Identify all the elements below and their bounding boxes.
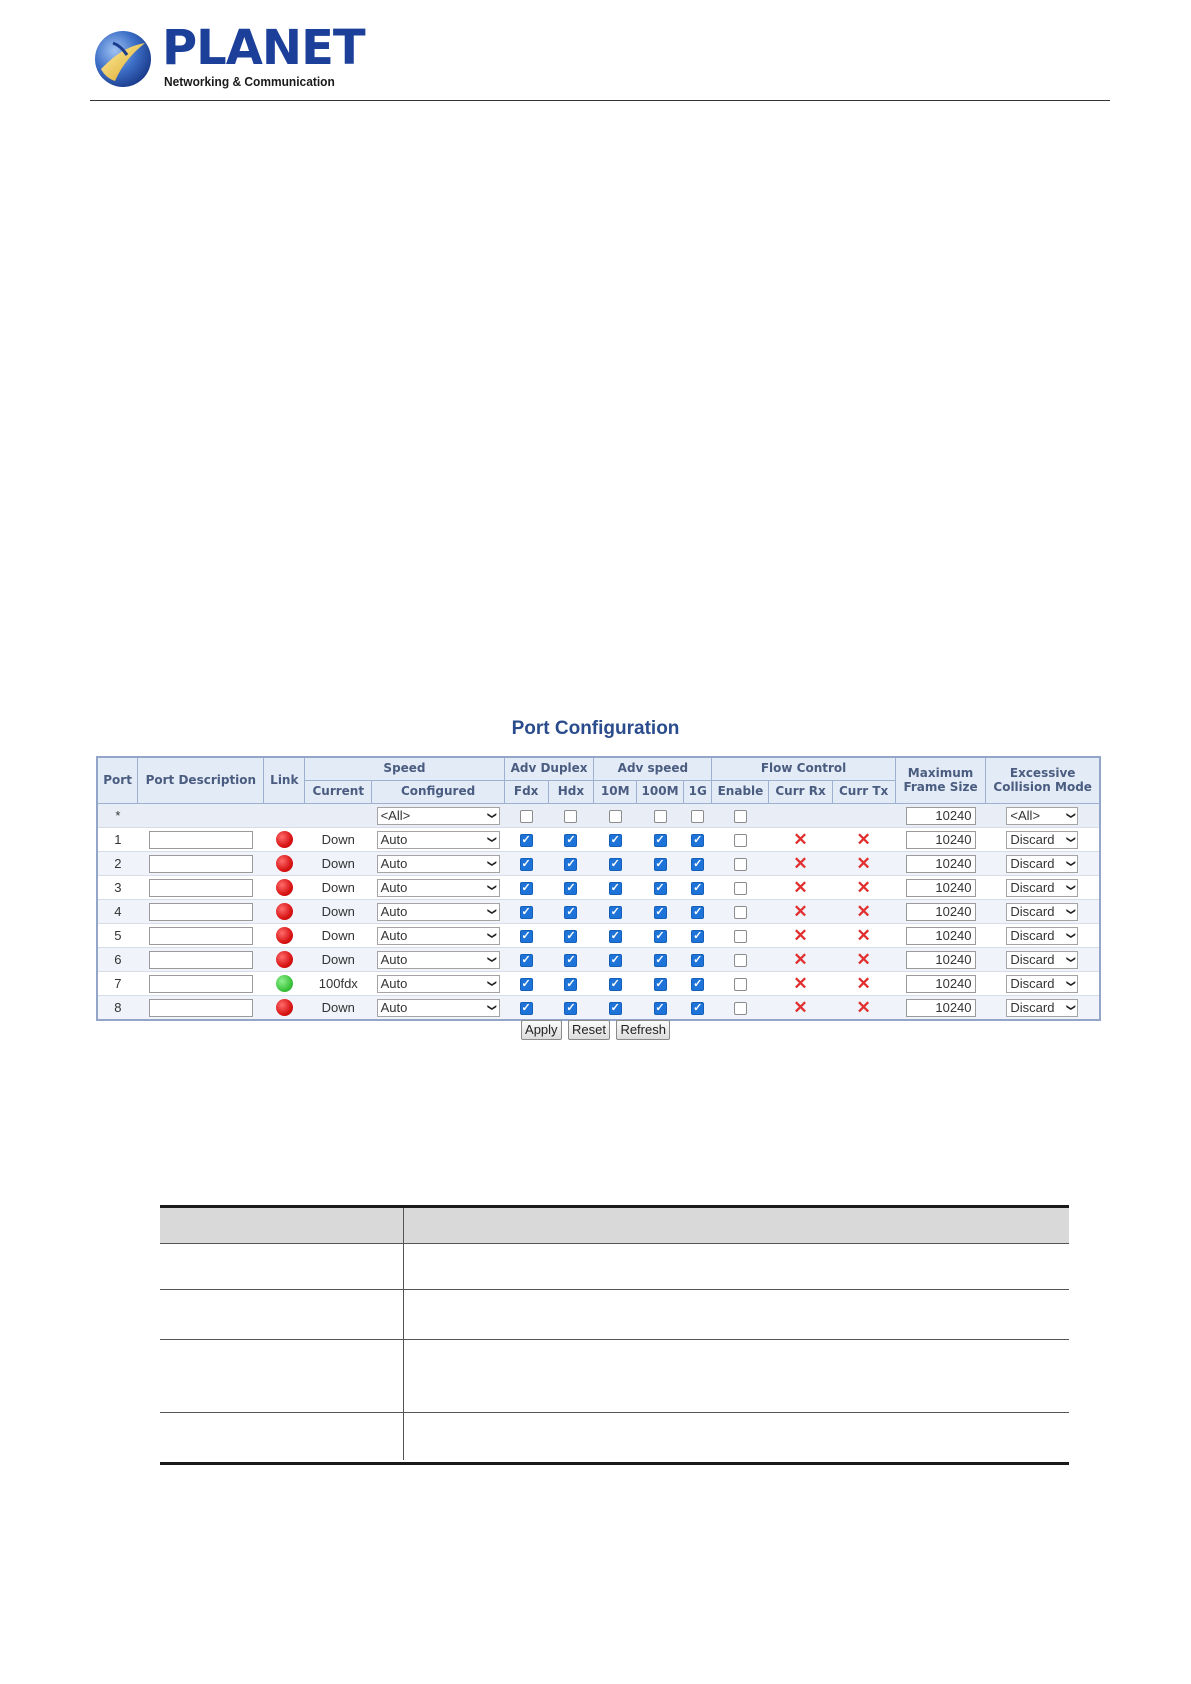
red-led-icon — [276, 831, 293, 848]
fc-enable-checkbox[interactable] — [734, 834, 747, 847]
hdx-checkbox[interactable]: ✓ — [566, 954, 576, 967]
10m-checkbox[interactable]: ✓ — [610, 1002, 620, 1015]
1g-checkbox[interactable]: ✓ — [693, 906, 703, 919]
chevron-down-icon: ❯ — [1066, 883, 1077, 892]
speed-select[interactable] — [377, 927, 500, 945]
100m-checkbox[interactable]: ✓ — [655, 954, 665, 967]
port-cell: 3 — [97, 876, 138, 900]
chevron-down-icon: ❯ — [1066, 811, 1077, 820]
1g-checkbox[interactable]: ✓ — [693, 834, 703, 847]
col-speed-current: Current — [305, 781, 372, 804]
chevron-down-icon: ❯ — [1066, 859, 1077, 868]
hdx-checkbox[interactable]: ✓ — [566, 978, 576, 991]
port-description-input[interactable] — [149, 831, 253, 849]
page-title: Port Configuration — [511, 718, 680, 739]
description-table — [160, 1205, 1069, 1465]
collision-select[interactable] — [1006, 879, 1078, 897]
speed-current-cell: Down — [305, 924, 372, 948]
col-speed-configured: Configured — [372, 781, 504, 804]
speed-select-value: Auto — [380, 832, 408, 847]
collision-select-value: <All> — [1010, 808, 1041, 823]
port-cell: * — [97, 804, 138, 828]
table-header-row — [160, 1208, 1069, 1244]
speed-select-all[interactable] — [377, 807, 500, 825]
port-description-input[interactable] — [149, 951, 253, 969]
col-speed: Speed — [305, 757, 505, 781]
table-bottom-rule — [160, 1462, 1069, 1465]
10m-checkbox[interactable]: ✓ — [610, 834, 620, 847]
speed-select-value: Auto — [380, 856, 408, 871]
fdx-checkbox[interactable]: ✓ — [521, 1002, 531, 1015]
chevron-down-icon: ❯ — [487, 907, 498, 916]
speed-select-value: Auto — [380, 1000, 408, 1015]
chevron-down-icon: ❯ — [1066, 1003, 1077, 1012]
port-cell: 1 — [97, 828, 138, 852]
100m-checkbox[interactable]: ✓ — [655, 1002, 665, 1015]
collision-select-value: Discard — [1010, 1000, 1055, 1015]
1g-checkbox[interactable]: ✓ — [693, 858, 703, 871]
red-x-icon: ✕ — [856, 854, 871, 873]
collision-select-all[interactable] — [1006, 807, 1078, 825]
fc-enable-checkbox[interactable] — [734, 906, 747, 919]
speed-select[interactable] — [377, 951, 500, 969]
port-description-input[interactable] — [149, 855, 253, 873]
hdx-checkbox-all[interactable] — [564, 810, 577, 823]
red-x-icon: ✕ — [856, 830, 871, 849]
apply-button[interactable]: Apply — [521, 1020, 562, 1040]
port-description-input[interactable] — [149, 999, 253, 1017]
col-fc-enable: Enable — [712, 781, 769, 804]
table-row — [97, 876, 1100, 900]
10m-checkbox-all[interactable] — [609, 810, 622, 823]
speed-select-value: Auto — [380, 904, 408, 919]
red-led-icon — [276, 903, 293, 920]
col-collision-line2: Collision Mode — [993, 779, 1092, 794]
table-row — [97, 924, 1100, 948]
col-10m: 10M — [594, 781, 637, 804]
10m-checkbox[interactable]: ✓ — [610, 858, 620, 871]
max-frame-input[interactable]: 10240 — [906, 951, 976, 969]
col-max-frame-line2: Frame Size — [903, 779, 978, 794]
col-1g: 1G — [683, 781, 712, 804]
10m-checkbox[interactable]: ✓ — [610, 882, 620, 895]
100m-checkbox[interactable]: ✓ — [655, 906, 665, 919]
speed-current-cell: Down — [305, 948, 372, 972]
red-led-icon — [276, 879, 293, 896]
1g-checkbox[interactable]: ✓ — [693, 954, 703, 967]
hdx-checkbox[interactable]: ✓ — [566, 834, 576, 847]
red-x-icon: ✕ — [856, 878, 871, 897]
table-row — [160, 1413, 1069, 1460]
speed-select[interactable] — [377, 975, 500, 993]
chevron-down-icon: ❯ — [1066, 979, 1077, 988]
chevron-down-icon: ❯ — [487, 835, 498, 844]
max-frame-input[interactable]: 10240 — [906, 879, 976, 897]
table-row — [97, 828, 1100, 852]
col-port-description: Port Description — [138, 757, 264, 804]
col-link: Link — [264, 757, 305, 804]
col-adv-duplex: Adv Duplex — [504, 757, 594, 781]
port-cell: 2 — [97, 852, 138, 876]
fdx-checkbox[interactable]: ✓ — [521, 930, 531, 943]
fdx-checkbox[interactable]: ✓ — [521, 834, 531, 847]
brand-logo-text: PLANET — [162, 20, 365, 76]
max-frame-input[interactable]: 10240 — [906, 831, 976, 849]
planet-globe-icon — [93, 29, 153, 89]
table-row — [160, 1340, 1069, 1413]
fdx-checkbox[interactable]: ✓ — [521, 954, 531, 967]
collision-select[interactable] — [1006, 975, 1078, 993]
port-description-input[interactable] — [149, 903, 253, 921]
red-led-icon — [276, 927, 293, 944]
red-x-icon: ✕ — [856, 974, 871, 993]
collision-select[interactable] — [1006, 927, 1078, 945]
col-max-frame-line1: Maximum — [907, 765, 974, 780]
speed-select-value: <All> — [380, 808, 411, 823]
speed-current-cell: Down — [305, 900, 372, 924]
col-collision-mode — [986, 757, 1100, 804]
fc-enable-checkbox[interactable] — [734, 978, 747, 991]
col-hdx: Hdx — [548, 781, 594, 804]
table-row — [97, 996, 1100, 1021]
chevron-down-icon: ❯ — [487, 883, 498, 892]
fdx-checkbox[interactable]: ✓ — [521, 882, 531, 895]
100m-checkbox-all[interactable] — [654, 810, 667, 823]
green-led-icon — [276, 975, 293, 992]
red-x-icon: ✕ — [793, 854, 808, 873]
red-led-icon — [276, 951, 293, 968]
table-row — [97, 972, 1100, 996]
speed-select[interactable] — [377, 855, 500, 873]
red-x-icon: ✕ — [856, 950, 871, 969]
col-curr-rx: Curr Rx — [769, 781, 832, 804]
hdx-checkbox[interactable]: ✓ — [566, 930, 576, 943]
collision-select-value: Discard — [1010, 856, 1055, 871]
red-x-icon: ✕ — [856, 998, 871, 1017]
red-x-icon: ✕ — [793, 830, 808, 849]
collision-select-value: Discard — [1010, 880, 1055, 895]
max-frame-input[interactable]: 10240 — [906, 903, 976, 921]
col-flow-control: Flow Control — [712, 757, 895, 781]
port-rows — [97, 828, 1100, 1021]
fc-enable-checkbox[interactable] — [734, 1002, 747, 1015]
col-100m: 100M — [637, 781, 684, 804]
table-row-all — [97, 804, 1100, 828]
100m-checkbox[interactable]: ✓ — [655, 834, 665, 847]
100m-checkbox[interactable]: ✓ — [655, 978, 665, 991]
chevron-down-icon: ❯ — [1066, 931, 1077, 940]
chevron-down-icon: ❯ — [487, 955, 498, 964]
fdx-checkbox-all[interactable] — [520, 810, 533, 823]
port-config-panel — [96, 756, 1101, 1021]
100m-checkbox[interactable]: ✓ — [655, 930, 665, 943]
port-config-table — [96, 756, 1101, 1021]
red-x-icon: ✕ — [793, 998, 808, 1017]
speed-current-cell: Down — [305, 852, 372, 876]
red-x-icon: ✕ — [856, 926, 871, 945]
refresh-button[interactable]: Refresh — [616, 1020, 670, 1040]
max-frame-input[interactable]: 10240 — [906, 855, 976, 873]
port-cell: 5 — [97, 924, 138, 948]
speed-current-cell: Down — [305, 996, 372, 1021]
table-row — [160, 1290, 1069, 1340]
table-row — [97, 900, 1100, 924]
table-row — [160, 1244, 1069, 1290]
1g-checkbox[interactable]: ✓ — [693, 930, 703, 943]
1g-checkbox[interactable]: ✓ — [693, 882, 703, 895]
brand-tagline: Networking & Communication — [164, 74, 335, 89]
10m-checkbox[interactable]: ✓ — [610, 906, 620, 919]
1g-checkbox-all[interactable] — [691, 810, 704, 823]
col-max-frame-size — [895, 757, 986, 804]
hdx-checkbox[interactable]: ✓ — [566, 858, 576, 871]
collision-select-value: Discard — [1010, 976, 1055, 991]
red-led-icon — [276, 855, 293, 872]
speed-current-cell: 100fdx — [305, 972, 372, 996]
port-cell: 6 — [97, 948, 138, 972]
speed-select-value: Auto — [380, 880, 408, 895]
action-buttons — [0, 1020, 1191, 1040]
red-x-icon: ✕ — [856, 902, 871, 921]
collision-select[interactable] — [1006, 855, 1078, 873]
speed-select[interactable] — [377, 879, 500, 897]
collision-select[interactable] — [1006, 831, 1078, 849]
port-cell: 4 — [97, 900, 138, 924]
fc-enable-checkbox[interactable] — [734, 930, 747, 943]
collision-select[interactable] — [1006, 951, 1078, 969]
red-x-icon: ✕ — [793, 950, 808, 969]
fc-enable-checkbox[interactable] — [734, 882, 747, 895]
red-x-icon: ✕ — [793, 902, 808, 921]
10m-checkbox[interactable]: ✓ — [610, 978, 620, 991]
hdx-checkbox[interactable]: ✓ — [566, 1002, 576, 1015]
col-collision-line1: Excessive — [1009, 765, 1076, 780]
max-frame-input[interactable]: 10240 — [906, 999, 976, 1017]
fc-enable-checkbox[interactable] — [734, 858, 747, 871]
max-frame-input[interactable]: 10240 — [906, 975, 976, 993]
port-description-input[interactable] — [149, 879, 253, 897]
page-header — [90, 20, 1110, 104]
chevron-down-icon: ❯ — [487, 979, 498, 988]
red-x-icon: ✕ — [793, 878, 808, 897]
1g-checkbox[interactable]: ✓ — [693, 978, 703, 991]
port-description-input[interactable] — [149, 927, 253, 945]
chevron-down-icon: ❯ — [487, 931, 498, 940]
100m-checkbox[interactable]: ✓ — [655, 882, 665, 895]
chevron-down-icon: ❯ — [1066, 907, 1077, 916]
fc-enable-checkbox[interactable] — [734, 954, 747, 967]
col-curr-tx: Curr Tx — [832, 781, 895, 804]
fdx-checkbox[interactable]: ✓ — [521, 906, 531, 919]
header-divider — [90, 100, 1110, 101]
red-x-icon: ✕ — [793, 974, 808, 993]
chevron-down-icon: ❯ — [487, 811, 498, 820]
collision-select-value: Discard — [1010, 952, 1055, 967]
speed-select-value: Auto — [380, 976, 408, 991]
table-row — [97, 852, 1100, 876]
100m-checkbox[interactable]: ✓ — [655, 858, 665, 871]
10m-checkbox[interactable]: ✓ — [610, 930, 620, 943]
max-frame-input[interactable]: 10240 — [906, 927, 976, 945]
fdx-checkbox[interactable]: ✓ — [521, 978, 531, 991]
fdx-checkbox[interactable]: ✓ — [521, 858, 531, 871]
chevron-down-icon: ❯ — [1066, 955, 1077, 964]
port-cell: 8 — [97, 996, 138, 1021]
collision-select-value: Discard — [1010, 832, 1055, 847]
collision-select-value: Discard — [1010, 904, 1055, 919]
speed-current-cell: Down — [305, 828, 372, 852]
speed-select-value: Auto — [380, 952, 408, 967]
col-adv-speed: Adv speed — [594, 757, 712, 781]
hdx-checkbox[interactable]: ✓ — [566, 882, 576, 895]
hdx-checkbox[interactable]: ✓ — [566, 906, 576, 919]
collision-select[interactable] — [1006, 999, 1078, 1017]
port-description-input[interactable] — [149, 975, 253, 993]
collision-select[interactable] — [1006, 903, 1078, 921]
red-led-icon — [276, 999, 293, 1016]
speed-current-cell: Down — [305, 876, 372, 900]
collision-select-value: Discard — [1010, 928, 1055, 943]
port-cell: 7 — [97, 972, 138, 996]
col-fdx: Fdx — [504, 781, 548, 804]
speed-select[interactable] — [377, 903, 500, 921]
fc-enable-checkbox-all[interactable] — [734, 810, 747, 823]
chevron-down-icon: ❯ — [1066, 835, 1077, 844]
speed-select[interactable] — [377, 999, 500, 1017]
col-port: Port — [97, 757, 138, 804]
max-frame-input-all[interactable]: 10240 — [906, 807, 976, 825]
speed-select-value: Auto — [380, 928, 408, 943]
red-x-icon: ✕ — [793, 926, 808, 945]
chevron-down-icon: ❯ — [487, 859, 498, 868]
10m-checkbox[interactable]: ✓ — [610, 954, 620, 967]
reset-button[interactable]: Reset — [568, 1020, 610, 1040]
speed-select[interactable] — [377, 831, 500, 849]
chevron-down-icon: ❯ — [487, 1003, 498, 1012]
1g-checkbox[interactable]: ✓ — [693, 1002, 703, 1015]
table-row — [97, 948, 1100, 972]
